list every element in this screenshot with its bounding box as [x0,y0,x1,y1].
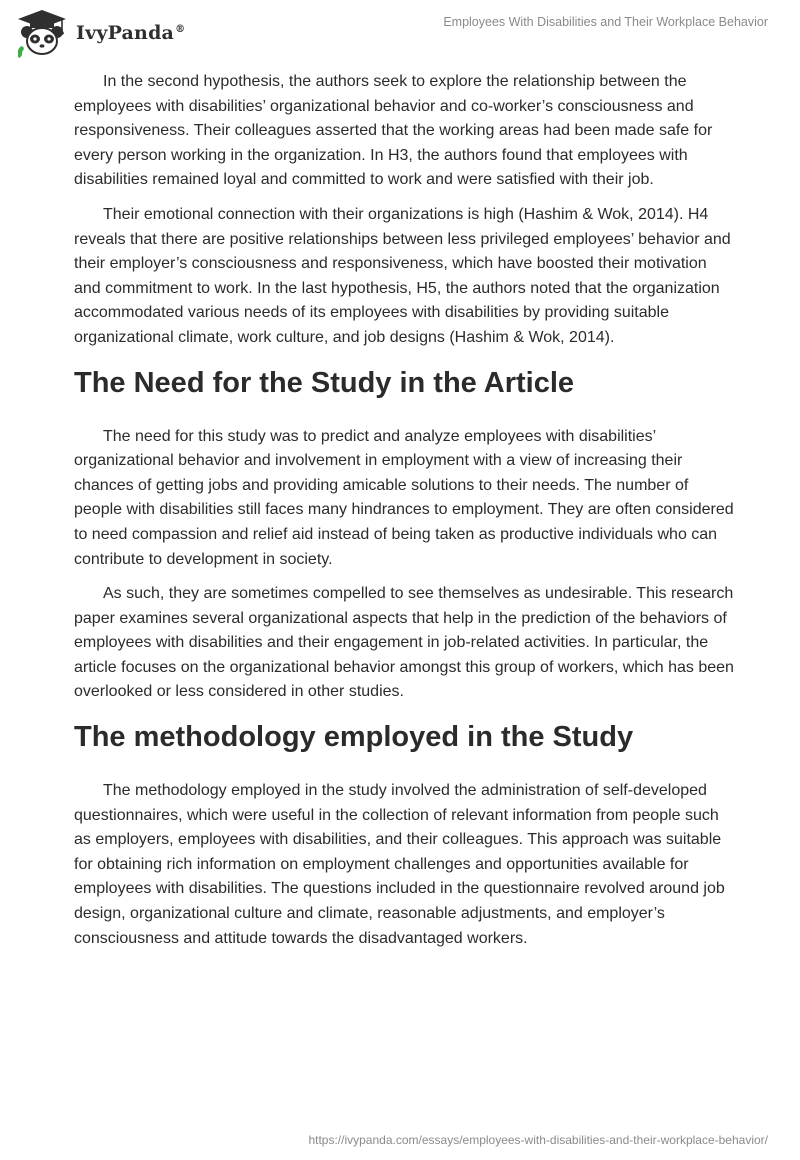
section-heading: The Need for the Study in the Article [74,366,575,399]
running-title: Employees With Disabilities and Their Workplace Behavior [443,15,768,29]
paragraph: Their emotional connection with their organizations is high (Hashim & Wok, 2014). H4 reveals that there are positive relationships between less privileged employees’ behavior and their employer’s consciousness and responsiveness, which have boosted their motivation and commitment to work. In the last hypothesis, H5, the authors noted that the organization accommodated various needs of its employees with disabilities by providing suitable organizational climate, work culture, and job designs (Hashim & Wok, 2014). [74,205,731,346]
paragraph: As such, they are sometimes compelled to see themselves as undesirable. This research paper examines several organizational aspects that help in the prediction of the behaviors of employees with disabilities and their engagement in job-related activities. In particular, the article focuses on the organizational behavior amongst this group of workers, which has been overlooked or less considered in other studies. [74,585,734,701]
section-heading: The methodology employed in the Study [74,721,634,754]
panda-graduation-icon [14,8,70,58]
brand-name: IvyPanda® [76,22,186,44]
paragraph: The methodology employed in the study involved the administration of self-developed questionnaires, which were useful in the collection of relevant information from people such as employers, employees with disabilities, and their colleagues. This approach was suitable for obtaining rich information on employment challenges and opportunities available for employees with disabilities. The questions included in the questionnaire revolved around job design, organizational culture and climate, reasonable adjustments, and employer’s consciousness and attitude towards the disadvantaged workers. [74,782,725,947]
paragraph: In the second hypothesis, the authors seek to explore the relationship between the employees with disabilities’ organizational behavior and co-worker’s consciousness and responsiveness. Their colleagues asserted that the working areas had been made safe for every person working in the organization. In H3, the authors found that employees with disabilities remained loyal and committed to work and were satisfied with their job. [74,73,713,189]
source-url[interactable]: https://ivypanda.com/essays/employees-with-disabilities-and-their-workplace-behavior/ [308,1133,768,1147]
article-body [74,70,734,961]
paragraph: The need for this study was to predict and analyze employees with disabilities’ organizational behavior and involvement in employment with a view of increasing their chances of getting jobs and providing amicable solutions to their needs. The number of people with disabilities still faces many hindrances to employment. They are often considered to need compassion and relief aid instead of being taken as productive individuals who can contribute to development in society. [74,427,734,568]
page-header [0,0,800,62]
ivypanda-logo[interactable] [14,8,185,58]
